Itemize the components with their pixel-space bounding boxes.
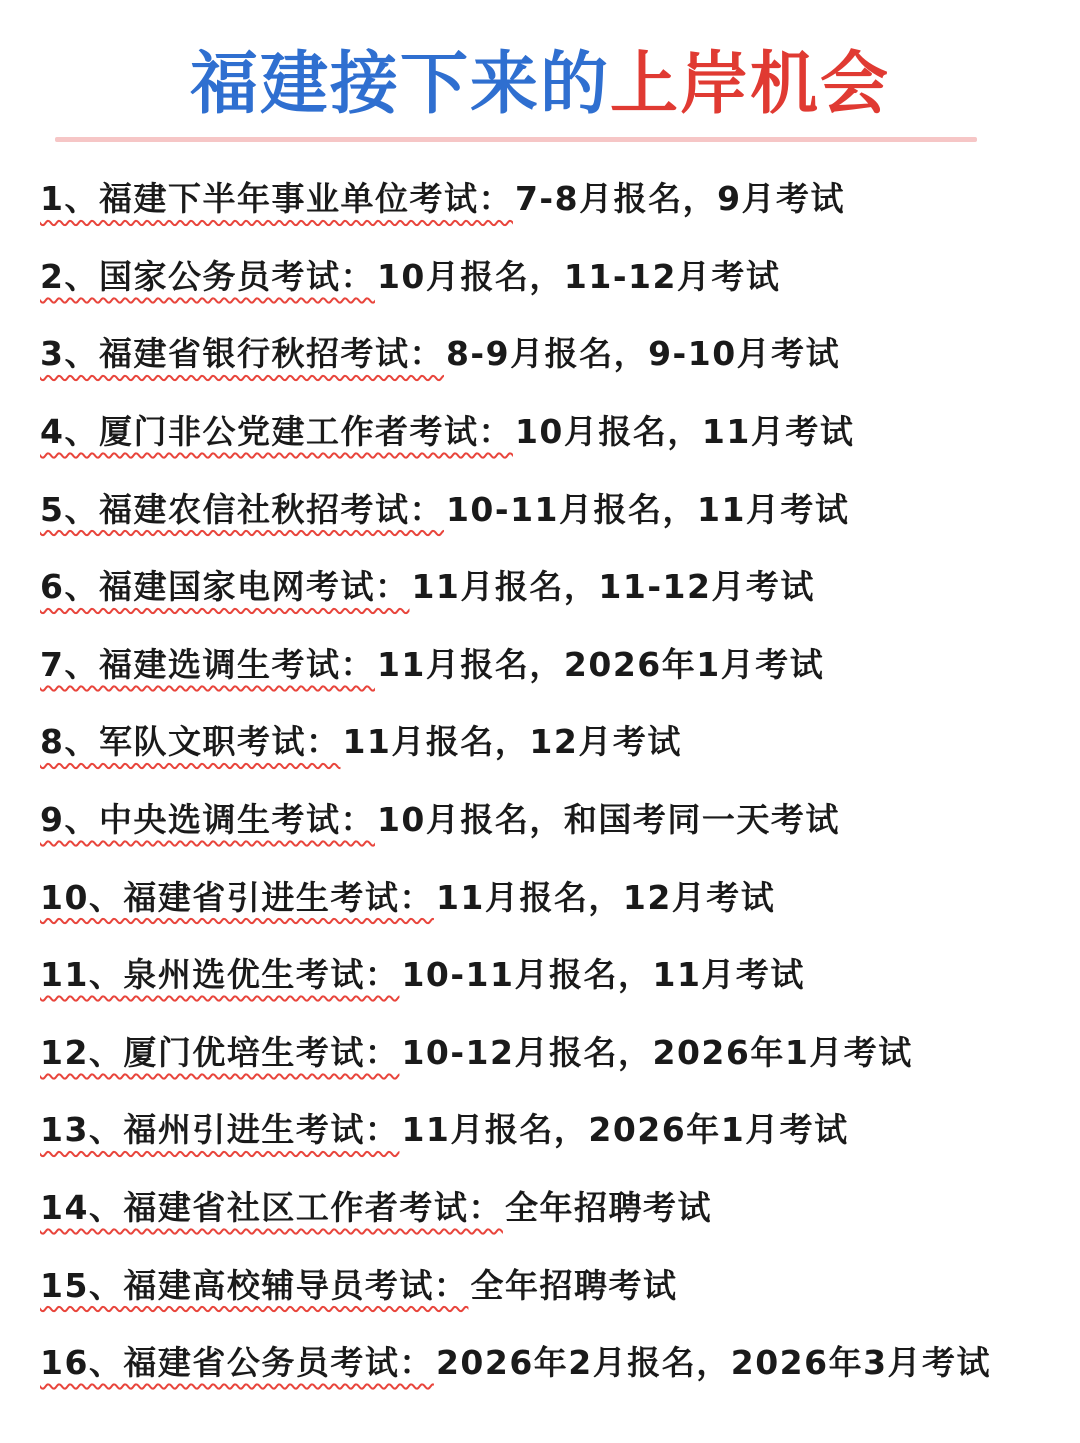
exam-item [40, 624, 1070, 702]
exam-item [40, 1244, 1070, 1322]
exam-name: 7、福建选调生考试： [40, 644, 375, 684]
exam-name: 13、福州引进生考试： [40, 1110, 400, 1150]
exam-name: 14、福建省社区工作者考试： [40, 1188, 503, 1228]
exam-schedule: 10月报名，11月考试 [514, 412, 855, 452]
exam-name: 5、福建农信社秋招考试： [40, 489, 444, 529]
exam-name: 3、福建省银行秋招考试： [40, 334, 444, 374]
exam-schedule: 10-11月报名，11月考试 [401, 955, 805, 995]
exam-schedule: 10-11月报名，11月考试 [445, 489, 850, 529]
exam-item [40, 546, 1070, 624]
exam-schedule: 7-8月报名，9月考试 [514, 179, 846, 219]
exam-item [40, 1089, 1070, 1167]
exam-item [40, 934, 1070, 1012]
exam-name: 15、福建高校辅导员考试： [40, 1265, 469, 1305]
exam-item [40, 313, 1070, 391]
exam-item [40, 236, 1070, 314]
page-title [0, 40, 1080, 130]
exam-schedule: 10月报名，和国考同一天考试 [376, 800, 840, 840]
exam-name: 9、中央选调生考试： [40, 800, 375, 840]
exam-name: 10、福建省引进生考试： [40, 877, 434, 917]
exam-schedule: 11月报名，2026年1月考试 [376, 644, 825, 684]
exam-name: 11、泉州选优生考试： [40, 955, 400, 995]
exam-item [40, 1167, 1070, 1245]
exam-item [40, 701, 1070, 779]
exam-schedule: 10月报名，11-12月考试 [376, 256, 781, 296]
exam-item [40, 1322, 1070, 1400]
exam-schedule: 2026年2月报名，2026年3月考试 [435, 1343, 992, 1383]
title-part-blue: 福建接下来的 [189, 45, 610, 124]
exam-name: 16、福建省公务员考试： [40, 1343, 434, 1383]
exam-schedule: 全年招聘考试 [504, 1188, 712, 1228]
exam-list [40, 158, 1070, 1400]
exam-item [40, 779, 1070, 857]
exam-schedule: 11月报名，11-12月考试 [411, 567, 815, 607]
exam-schedule: 11月报名，12月考试 [435, 877, 776, 917]
exam-name: 1、福建下半年事业单位考试： [40, 179, 513, 219]
exam-item [40, 468, 1070, 546]
exam-item [40, 856, 1070, 934]
exam-name: 6、福建国家电网考试： [40, 567, 410, 607]
exam-schedule: 11月报名，12月考试 [342, 722, 682, 762]
exam-schedule: 10-12月报名，2026年1月考试 [401, 1032, 913, 1072]
exam-schedule: 全年招聘考试 [470, 1265, 678, 1305]
exam-name: 12、厦门优培生考试： [40, 1032, 400, 1072]
exam-item [40, 158, 1070, 236]
exam-schedule: 8-9月报名，9-10月考试 [445, 334, 841, 374]
exam-name: 8、军队文职考试： [40, 722, 341, 762]
exam-item [40, 1012, 1070, 1090]
exam-schedule: 11月报名，2026年1月考试 [401, 1110, 849, 1150]
exam-item [40, 391, 1070, 469]
title-divider [55, 137, 977, 142]
exam-name: 2、国家公务员考试： [40, 256, 375, 296]
exam-name: 4、厦门非公党建工作者考试： [40, 412, 513, 452]
title-part-red: 上岸机会 [610, 45, 891, 124]
